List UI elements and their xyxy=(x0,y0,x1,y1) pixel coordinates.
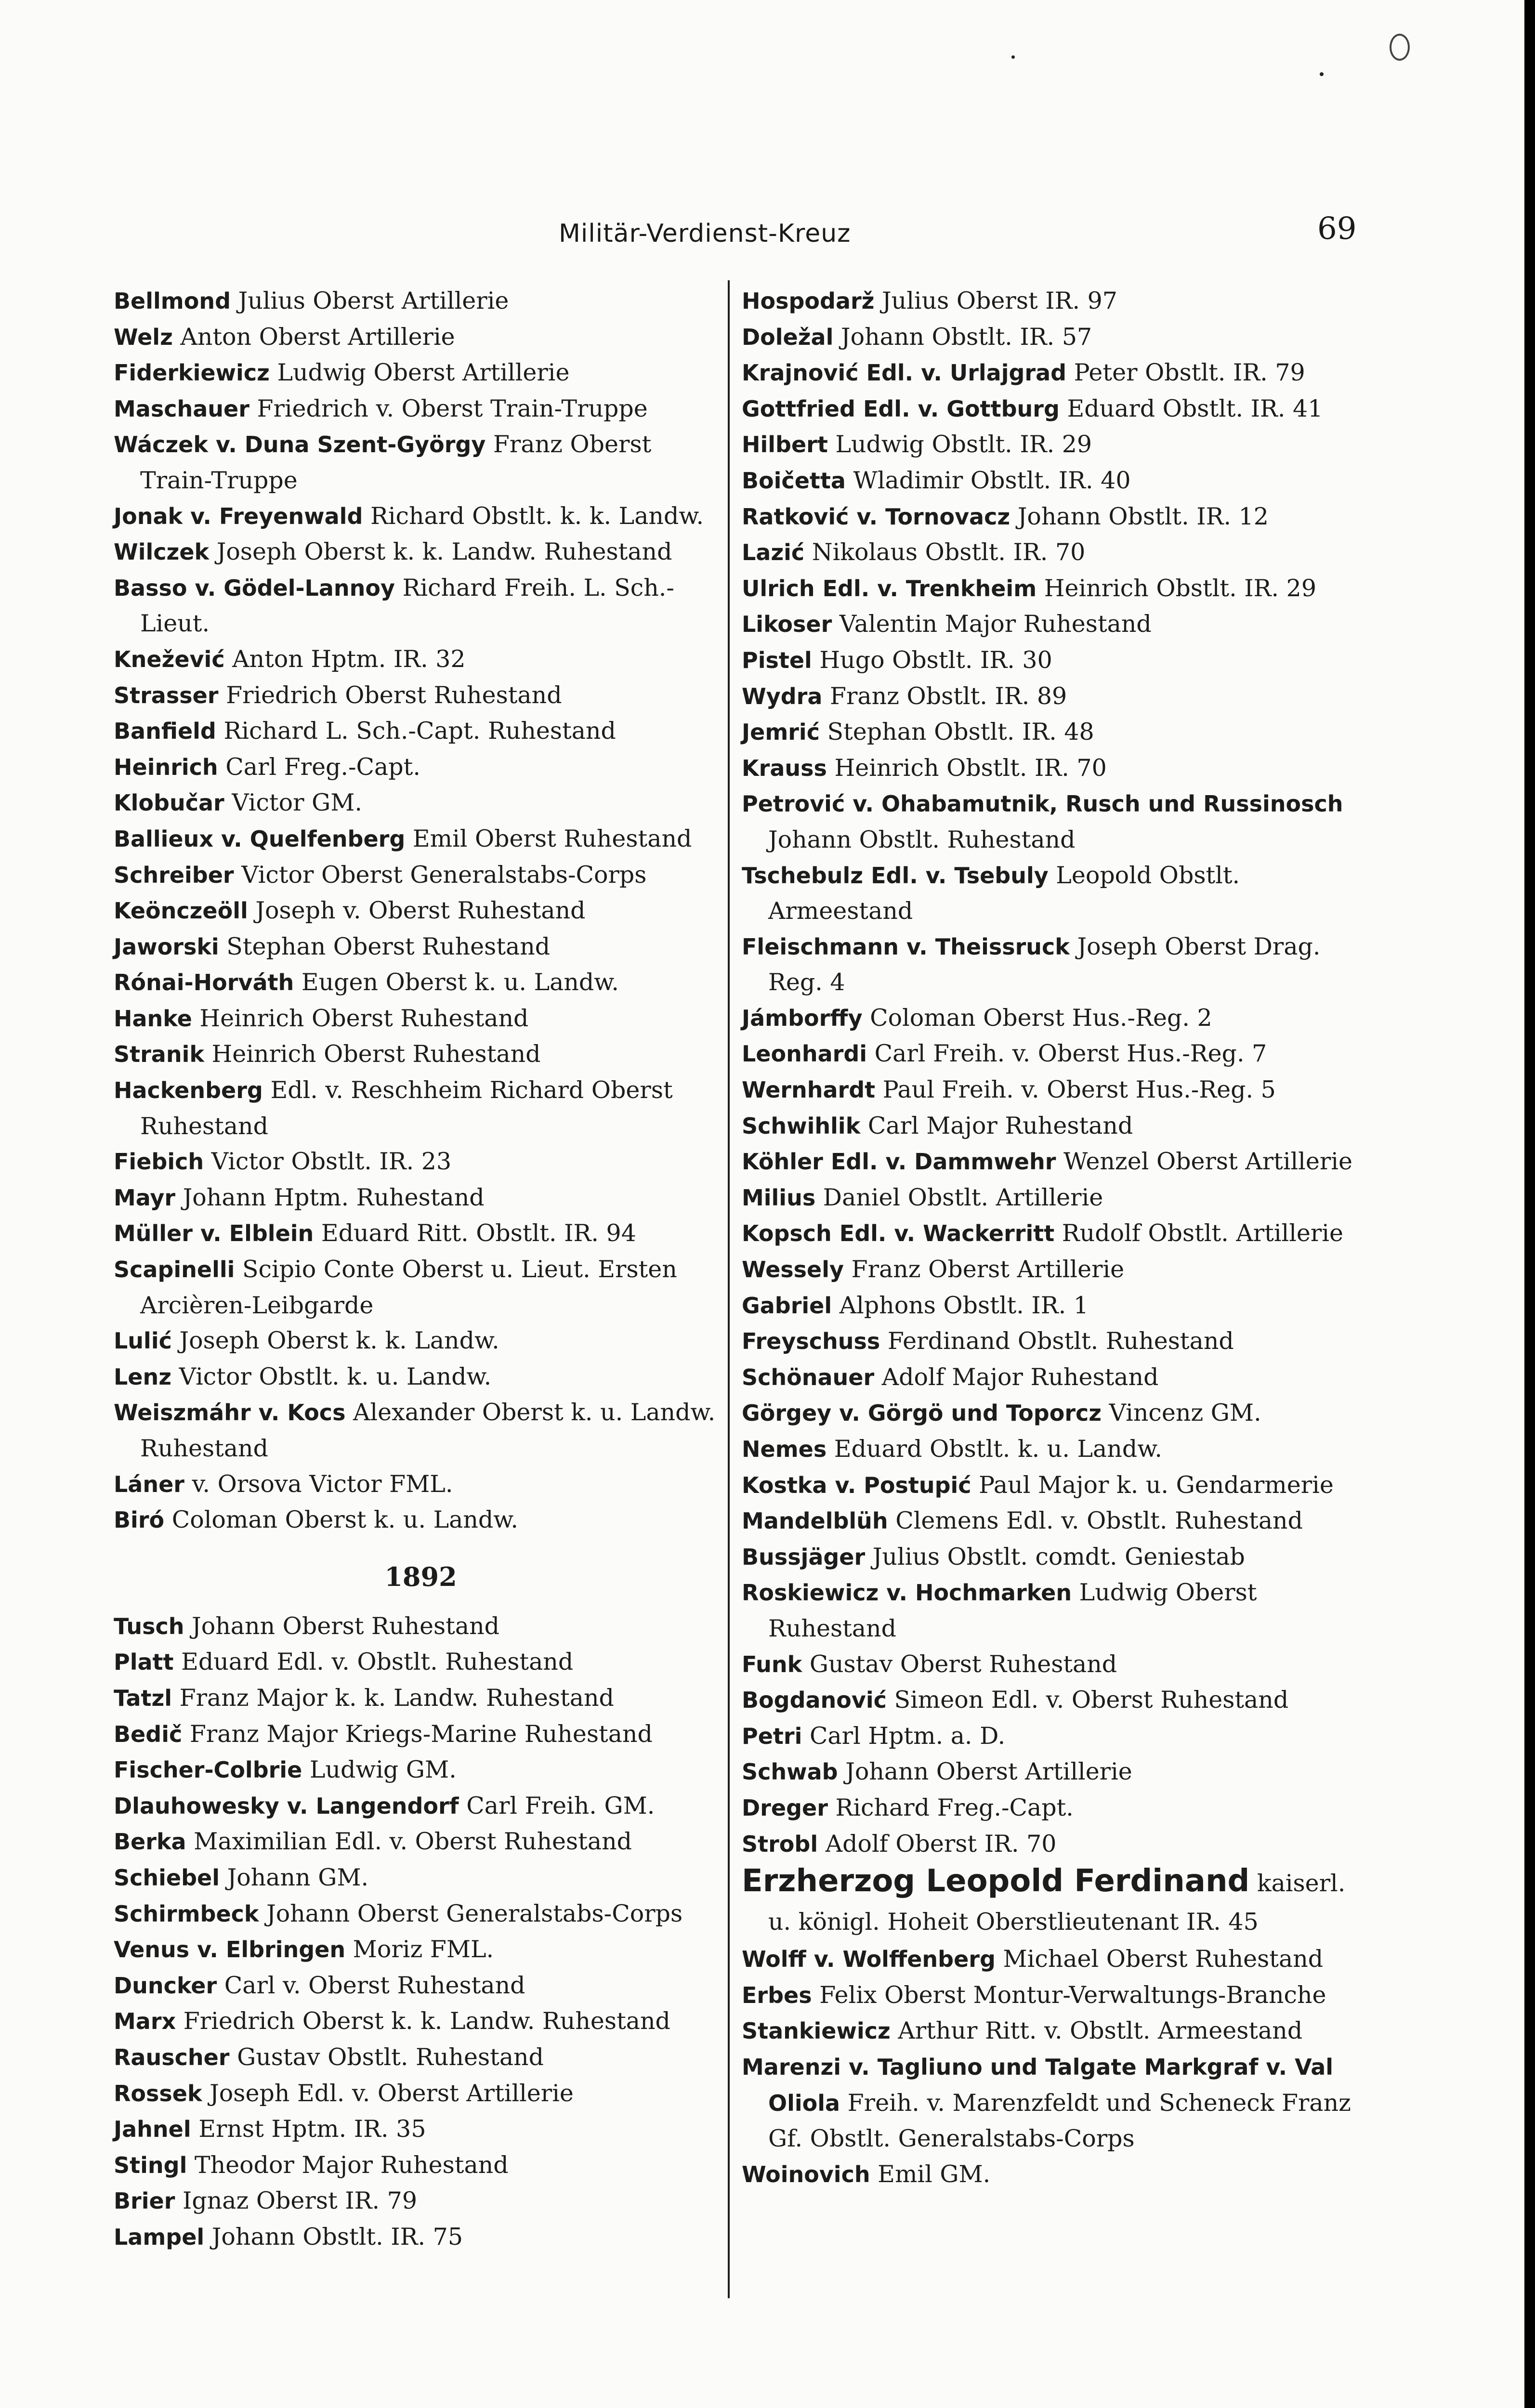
list-item xyxy=(114,1323,728,1359)
entry-name: Rauscher xyxy=(114,2044,230,2070)
list-item xyxy=(114,1073,728,1144)
entry-name: Ulrich Edl. v. Trenkheim xyxy=(742,575,1037,602)
entry-details: Johann GM. xyxy=(227,1863,369,1891)
entry-name: Petrović v. Ohabamutnik, Rusch und Russinosch xyxy=(742,791,1343,817)
list-item xyxy=(742,1790,1356,1826)
entry-name: Tatzl xyxy=(114,1685,172,1711)
year-heading: 1892 xyxy=(384,1561,457,1592)
list-item xyxy=(114,1144,728,1180)
list-item xyxy=(114,2147,728,2184)
entry-name: Likoser xyxy=(742,611,832,638)
entry-name: Pistel xyxy=(742,647,812,673)
list-item xyxy=(114,570,728,641)
entry-name: Dlauhowesky v. Langendorf xyxy=(114,1793,459,1819)
list-item xyxy=(742,1977,1356,2014)
entry-name: Lulić xyxy=(114,1328,172,1354)
entry-name: Funk xyxy=(742,1651,802,1677)
entry-name: Erbes xyxy=(742,1982,812,2008)
entry-details: Richard Freih. L. Sch.-Lieut. xyxy=(140,574,674,638)
entry-name: Tschebulz Edl. v. Tsebuly xyxy=(742,862,1049,889)
entry-details: Ignaz Oberst IR. 79 xyxy=(182,2187,417,2215)
entry-details: Carl Freih. v. Oberst Hus.-Reg. 7 xyxy=(874,1040,1267,1068)
list-item xyxy=(742,1072,1356,1108)
entry-name: Rossek xyxy=(114,2080,202,2107)
entry-name: Görgey v. Görgö und Toporcz xyxy=(742,1400,1102,1426)
entry-details: Friedrich v. Oberst Train-Truppe xyxy=(257,394,648,422)
entry-details: Peter Obstlt. IR. 79 xyxy=(1074,359,1305,387)
entry-name: Wáczek v. Duna Szent-György xyxy=(114,432,486,458)
entry-name: Stranik xyxy=(114,1041,204,1068)
entry-details: Wladimir Obstlt. IR. 40 xyxy=(853,466,1131,494)
list-item xyxy=(742,1862,1356,1941)
list-item xyxy=(742,463,1356,499)
list-item xyxy=(114,1395,728,1466)
entry-details: Joseph v. Oberst Ruhestand xyxy=(255,897,586,925)
entry-details: Valentin Major Ruhestand xyxy=(839,610,1152,638)
entry-name: Mayr xyxy=(114,1184,176,1211)
list-item xyxy=(114,641,728,678)
entry-name: Wernhardt xyxy=(742,1077,876,1103)
list-item xyxy=(742,571,1356,607)
entry-details: Anton Hptm. IR. 32 xyxy=(232,645,466,673)
entry-name: Müller v. Elblein xyxy=(114,1220,314,1247)
entry-name: Gabriel xyxy=(742,1292,832,1319)
entry-name: Welz xyxy=(114,324,173,350)
list-item xyxy=(742,391,1356,427)
entry-details: Franz Oberst Artillerie xyxy=(851,1256,1125,1283)
list-item xyxy=(114,1644,728,1680)
list-item xyxy=(114,1216,728,1252)
entry-details: Richard L. Sch.-Capt. Ruhestand xyxy=(223,717,616,745)
entry-details: Johann Oberst Ruhestand xyxy=(192,1612,500,1640)
entry-name: Lenz xyxy=(114,1363,172,1390)
entry-details: Richard Freg.-Capt. xyxy=(835,1793,1074,1821)
entry-details: Daniel Obstlt. Artillerie xyxy=(823,1183,1103,1211)
entry-name: Bellmond xyxy=(114,288,231,314)
entry-details: Carl Freih. GM. xyxy=(466,1792,655,1819)
entry-name: Rónai-Horváth xyxy=(114,969,294,996)
entry-details: Stephan Oberst Ruhestand xyxy=(226,932,551,960)
list-item xyxy=(742,1036,1356,1072)
speck-mark xyxy=(1320,72,1324,76)
list-item xyxy=(114,319,728,355)
left-column xyxy=(114,283,728,2255)
entry-name: Biró xyxy=(114,1507,165,1533)
list-item xyxy=(742,283,1356,319)
list-item xyxy=(742,1647,1356,1683)
entry-name: Schönauer xyxy=(742,1364,875,1390)
entry-details: Johann Obstlt. IR. 12 xyxy=(1017,502,1269,530)
entry-details: Franz Obstlt. IR. 89 xyxy=(829,682,1067,710)
entry-name: Schirmbeck xyxy=(114,1900,259,1927)
entry-details: Theodor Major Ruhestand xyxy=(194,2151,509,2179)
entry-name: Köhler Edl. v. Dammwehr xyxy=(742,1149,1056,1175)
list-item xyxy=(742,786,1356,857)
list-item xyxy=(742,319,1356,355)
list-item xyxy=(114,1036,728,1073)
list-item xyxy=(114,1252,728,1323)
entry-name: Basso v. Gödel-Lannoy xyxy=(114,575,395,601)
entry-name: Keönczeöll xyxy=(114,898,248,924)
list-item xyxy=(742,714,1356,750)
list-item xyxy=(742,2049,1356,2157)
entry-details: kaiserl. u. königl. Hoheit Oberstlieutenant IR. 45 xyxy=(768,1870,1346,1936)
entry-name: Jaworski xyxy=(114,933,219,960)
list-item xyxy=(114,498,728,535)
list-item xyxy=(742,606,1356,642)
entry-details: Eduard Obstlt. k. u. Landw. xyxy=(834,1435,1162,1463)
list-item xyxy=(742,1941,1356,1977)
entry-name: Hanke xyxy=(114,1005,192,1032)
entry-details: Ferdinand Obstlt. Ruhestand xyxy=(887,1327,1234,1355)
list-item xyxy=(114,534,728,570)
entry-details: Eduard Edl. v. Obstlt. Ruhestand xyxy=(181,1648,574,1676)
entry-name: Jahnel xyxy=(114,2116,191,2143)
entry-name: Duncker xyxy=(114,1972,217,1999)
list-item xyxy=(742,1180,1356,1216)
entry-details: Carl Freg.-Capt. xyxy=(225,753,420,781)
list-item xyxy=(742,1682,1356,1718)
entry-details: Ludwig Obstlt. IR. 29 xyxy=(835,431,1092,458)
list-item xyxy=(742,679,1356,715)
entry-details: Heinrich Oberst Ruhestand xyxy=(211,1040,541,1068)
entry-details: Victor Obstlt. k. u. Landw. xyxy=(179,1362,492,1390)
entry-name: Krauss xyxy=(742,755,827,781)
list-item xyxy=(742,1539,1356,1575)
entry-details: Coloman Oberst k. u. Landw. xyxy=(171,1506,518,1534)
list-item xyxy=(114,355,728,391)
page-header-title: Militär-Verdienst-Kreuz xyxy=(559,219,851,248)
list-item xyxy=(742,427,1356,463)
list-item xyxy=(742,1323,1356,1360)
entry-name: Knežević xyxy=(114,646,225,672)
entry-name: Schiebel xyxy=(114,1864,220,1891)
list-item xyxy=(114,1824,728,1860)
entry-details: Joseph Edl. v. Oberst Artillerie xyxy=(210,2079,574,2107)
entry-name: Platt xyxy=(114,1649,174,1675)
column-divider xyxy=(728,280,730,2298)
entry-details: Franz Major Kriegs-Marine Ruhestand xyxy=(189,1720,653,1748)
list-item xyxy=(114,857,728,893)
entry-details: Carl Major Ruhestand xyxy=(867,1112,1133,1139)
list-item xyxy=(114,1001,728,1037)
entry-name: Wessely xyxy=(742,1256,844,1283)
list-item xyxy=(742,2013,1356,2049)
entry-name: Berka xyxy=(114,1829,186,1855)
entry-details: Heinrich Oberst Ruhestand xyxy=(199,1004,529,1032)
entry-details: Johann Obstlt. Ruhestand xyxy=(768,825,1076,853)
list-item xyxy=(114,821,728,857)
entry-name: Milius xyxy=(742,1184,816,1211)
entry-details: Nikolaus Obstlt. IR. 70 xyxy=(812,538,1086,566)
entry-details: Wenzel Oberst Artillerie xyxy=(1063,1148,1352,1176)
list-item xyxy=(742,1754,1356,1790)
entry-details: Freih. v. Marenzfeldt und Scheneck Franz Gf. Obstlt. Generalstabs-Corps xyxy=(768,2089,1351,2153)
entry-details: Leopold Obstlt. Armeestand xyxy=(768,861,1240,925)
entry-name: Mandelblüh xyxy=(742,1508,888,1534)
entry-details: Hugo Obstlt. IR. 30 xyxy=(819,646,1052,674)
list-item xyxy=(742,1360,1356,1396)
list-item xyxy=(114,1932,728,1968)
entry-details: Vincenz GM. xyxy=(1109,1399,1261,1427)
entry-name: Krajnović Edl. v. Urlajgrad xyxy=(742,360,1067,386)
entry-name: Doležal xyxy=(742,324,834,350)
entry-details: Michael Oberst Ruhestand xyxy=(1003,1945,1324,1973)
list-item xyxy=(742,1000,1356,1036)
scan-edge xyxy=(1524,0,1535,2408)
list-item xyxy=(114,2183,728,2219)
list-item xyxy=(742,1252,1356,1288)
list-item xyxy=(742,499,1356,535)
list-item xyxy=(742,355,1356,391)
entry-name: Tusch xyxy=(114,1613,184,1639)
list-item xyxy=(742,1826,1356,1862)
entry-details: Coloman Oberst Hus.-Reg. 2 xyxy=(870,1004,1212,1032)
list-item xyxy=(742,858,1356,929)
entry-name: Weiszmáhr v. Kocs xyxy=(114,1400,346,1426)
list-item xyxy=(114,678,728,714)
list-item xyxy=(114,893,728,929)
entry-details: Emil GM. xyxy=(878,2160,991,2188)
entry-name: Marx xyxy=(114,2008,176,2035)
entry-name: Jonak v. Freyenwald xyxy=(114,503,363,529)
entry-details: Friedrich Oberst k. k. Landw. Ruhestand xyxy=(183,2007,670,2035)
entry-name: Schwab xyxy=(742,1759,838,1785)
entry-details: Moriz FML. xyxy=(353,1936,494,1963)
list-item xyxy=(114,2111,728,2147)
list-item xyxy=(742,1395,1356,1431)
entry-details: Ludwig Oberst Ruhestand xyxy=(768,1579,1257,1642)
entry-details: Julius Obstlt. comdt. Geniestab xyxy=(872,1543,1245,1570)
entry-details: Anton Oberst Artillerie xyxy=(180,323,455,351)
list-item xyxy=(114,713,728,749)
list-item xyxy=(114,1968,728,2004)
entry-name: Schwihlik xyxy=(742,1112,861,1139)
entry-details: Emil Oberst Ruhestand xyxy=(412,824,692,852)
entry-name: Gottfried Edl. v. Gottburg xyxy=(742,395,1060,422)
entry-name: Schreiber xyxy=(114,862,234,888)
list-item xyxy=(114,391,728,427)
entry-name: Heinrich xyxy=(114,754,218,780)
entry-details: Victor Oberst Generalstabs-Corps xyxy=(241,861,647,889)
entry-details: Adolf Major Ruhestand xyxy=(881,1363,1159,1391)
entry-details: Clemens Edl. v. Obstlt. Ruhestand xyxy=(895,1507,1303,1535)
list-item xyxy=(114,1788,728,1824)
entry-name: Kostka v. Postupić xyxy=(742,1472,971,1498)
entry-details: Stephan Obstlt. IR. 48 xyxy=(827,718,1094,746)
entry-name: Fiderkiewicz xyxy=(114,360,270,386)
entry-details: Franz Oberst Train-Truppe xyxy=(140,431,652,494)
entry-name: Banfield xyxy=(114,718,216,745)
entry-name: Fiebich xyxy=(114,1149,204,1175)
list-item xyxy=(742,1503,1356,1539)
entry-name: Jemrić xyxy=(742,719,820,746)
entry-name: Stankiewicz xyxy=(742,2018,891,2044)
entry-name: Venus v. Elbringen xyxy=(114,1937,346,1963)
list-item xyxy=(114,965,728,1001)
list-item xyxy=(114,1752,728,1788)
list-item xyxy=(742,1431,1356,1467)
entry-details: Friedrich Oberst Ruhestand xyxy=(226,681,562,709)
entry-details: Johann Oberst Artillerie xyxy=(845,1758,1132,1786)
entry-name: Bedič xyxy=(114,1721,183,1747)
entry-details: Eduard Ritt. Obstlt. IR. 94 xyxy=(321,1219,636,1247)
list-item xyxy=(742,1575,1356,1646)
entry-details: Adolf Oberst IR. 70 xyxy=(825,1830,1057,1858)
entry-details: Eugen Oberst k. u. Landw. xyxy=(301,968,619,996)
entry-name: Bussjäger xyxy=(742,1544,866,1570)
entry-name: Wilczek xyxy=(114,539,210,565)
entry-name: Wolff v. Wolffenberg xyxy=(742,1946,996,1973)
entry-name: Leonhardi xyxy=(742,1041,867,1067)
entry-name: Fleischmann v. Theissruck xyxy=(742,933,1070,960)
entry-details: Johann Obstlt. IR. 57 xyxy=(840,323,1092,351)
entry-details: Rudolf Obstlt. Artillerie xyxy=(1062,1219,1343,1247)
entry-details: Alexander Oberst k. u. Landw. Ruhestand xyxy=(140,1399,716,1462)
entry-name: Lazić xyxy=(742,539,805,566)
entry-name: Klobučar xyxy=(114,790,224,816)
entry-name: Kopsch Edl. v. Wackerritt xyxy=(742,1220,1055,1247)
list-item xyxy=(114,1502,728,1538)
entry-name: Hospodarž xyxy=(742,288,875,314)
entry-name: Woinovich xyxy=(742,2161,870,2187)
list-item xyxy=(742,929,1356,1000)
left-entry-list-1892 xyxy=(114,1609,728,2255)
entry-details: Eduard Obstlt. IR. 41 xyxy=(1067,394,1323,422)
entry-details: Alphons Obstlt. IR. 1 xyxy=(839,1291,1089,1319)
list-item xyxy=(742,1467,1356,1504)
entry-details: Edl. v. Reschheim Richard Oberst Ruhestand xyxy=(140,1076,673,1140)
list-item xyxy=(114,2040,728,2076)
entry-details: Simeon Edl. v. Oberst Ruhestand xyxy=(894,1686,1289,1714)
entry-details: Paul Freih. v. Oberst Hus.-Reg. 5 xyxy=(882,1076,1276,1104)
entry-name: Ballieux v. Quelfenberg xyxy=(114,825,406,852)
entry-name: Stingl xyxy=(114,2152,187,2178)
list-item xyxy=(114,1680,728,1716)
entry-details: Julius Oberst IR. 97 xyxy=(882,287,1117,314)
right-entry-list xyxy=(742,283,1356,2192)
list-item xyxy=(742,750,1356,786)
entry-name: Marenzi v. Tagliuno und Talgate Markgraf v. Val Oliola xyxy=(742,2054,1334,2116)
list-item xyxy=(742,1718,1356,1754)
entry-details: Maximilian Edl. v. Oberst Ruhestand xyxy=(194,1828,632,1856)
entry-details: Joseph Oberst k. k. Landw. xyxy=(179,1327,499,1355)
list-item xyxy=(742,535,1356,571)
entry-name: Lampel xyxy=(114,2224,205,2250)
list-item xyxy=(114,1466,728,1503)
list-item xyxy=(114,749,728,785)
entry-details: Ludwig GM. xyxy=(309,1756,457,1784)
entry-name: Erzherzog Leopold Ferdinand xyxy=(742,1863,1250,1899)
list-item xyxy=(114,929,728,965)
entry-name: Dreger xyxy=(742,1794,828,1821)
entry-name: Ratković v. Tornovacz xyxy=(742,503,1010,530)
entry-details: Paul Major k. u. Gendarmerie xyxy=(979,1471,1334,1499)
entry-name: Freyschuss xyxy=(742,1328,880,1355)
entry-details: Carl v. Oberst Ruhestand xyxy=(224,1971,525,1999)
list-item xyxy=(114,1716,728,1753)
entry-name: Strasser xyxy=(114,682,219,708)
list-item xyxy=(114,2076,728,2112)
entry-name: Bogdanović xyxy=(742,1687,887,1714)
list-item xyxy=(114,1359,728,1395)
right-column xyxy=(742,283,1356,2192)
list-item xyxy=(114,1609,728,1645)
entry-details: Johann Obstlt. IR. 75 xyxy=(211,2223,463,2251)
entry-name: Nemes xyxy=(742,1436,827,1462)
list-item xyxy=(114,785,728,821)
entry-details: Ernst Hptm. IR. 35 xyxy=(198,2115,426,2143)
entry-name: Fischer-Colbrie xyxy=(114,1757,302,1783)
entry-details: Richard Obstlt. k. k. Landw. xyxy=(370,502,704,530)
entry-details: v. Orsova Victor FML. xyxy=(192,1470,453,1498)
entry-details: Gustav Oberst Ruhestand xyxy=(809,1650,1117,1678)
corner-ink-mark xyxy=(1390,34,1410,61)
entry-details: Johann Hptm. Ruhestand xyxy=(183,1183,485,1211)
entry-name: Brier xyxy=(114,2188,175,2214)
list-item xyxy=(742,2157,1356,2193)
entry-name: Scapinelli xyxy=(114,1256,235,1283)
list-item xyxy=(114,283,728,319)
entry-details: Joseph Oberst Drag. Reg. 4 xyxy=(768,932,1321,996)
list-item xyxy=(742,642,1356,679)
list-item xyxy=(742,1288,1356,1324)
entry-details: Victor GM. xyxy=(232,789,362,817)
entry-details: Joseph Oberst k. k. Landw. Ruhestand xyxy=(216,538,672,566)
entry-details: Franz Major k. k. Landw. Ruhestand xyxy=(179,1684,614,1712)
entry-name: Hilbert xyxy=(742,432,828,458)
entry-name: Roskiewicz v. Hochmarken xyxy=(742,1580,1072,1606)
list-item xyxy=(114,1860,728,1896)
list-item xyxy=(114,2003,728,2040)
speck-mark xyxy=(1011,55,1015,59)
entry-details: Victor Obstlt. IR. 23 xyxy=(211,1148,452,1176)
list-item xyxy=(742,1216,1356,1252)
entry-name: Láner xyxy=(114,1471,184,1497)
list-item xyxy=(742,1144,1356,1180)
entry-name: Boičetta xyxy=(742,467,846,494)
page-number: 69 xyxy=(1317,211,1357,247)
entry-details: Heinrich Obstlt. IR. 70 xyxy=(834,754,1107,782)
entry-details: Felix Oberst Montur-Verwaltungs-Branche xyxy=(819,1981,1326,2009)
entry-name: Strobl xyxy=(742,1831,818,1857)
entry-details: Gustav Obstlt. Ruhestand xyxy=(237,2043,544,2071)
list-item xyxy=(742,1108,1356,1144)
entry-details: Carl Hptm. a. D. xyxy=(809,1722,1006,1750)
entry-details: Arthur Ritt. v. Obstlt. Armeestand xyxy=(898,2017,1303,2045)
list-item xyxy=(114,1180,728,1216)
entry-details: Johann Oberst Generalstabs-Corps xyxy=(266,1899,683,1927)
list-item xyxy=(114,427,728,498)
entry-details: Heinrich Obstlt. IR. 29 xyxy=(1044,574,1316,602)
entry-details: Scipio Conte Oberst u. Lieut. Ersten Arcièren-Leibgarde xyxy=(140,1256,677,1319)
list-item xyxy=(114,2219,728,2255)
entry-name: Hackenberg xyxy=(114,1077,263,1104)
entry-details: Julius Oberst Artillerie xyxy=(238,287,509,314)
entry-name: Wydra xyxy=(742,683,823,709)
entry-name: Maschauer xyxy=(114,395,249,422)
entry-name: Petri xyxy=(742,1723,802,1749)
list-item xyxy=(114,1896,728,1932)
entry-name: Jámborffy xyxy=(742,1005,863,1031)
left-entry-list xyxy=(114,283,728,1538)
entry-details: Ludwig Oberst Artillerie xyxy=(277,359,570,387)
